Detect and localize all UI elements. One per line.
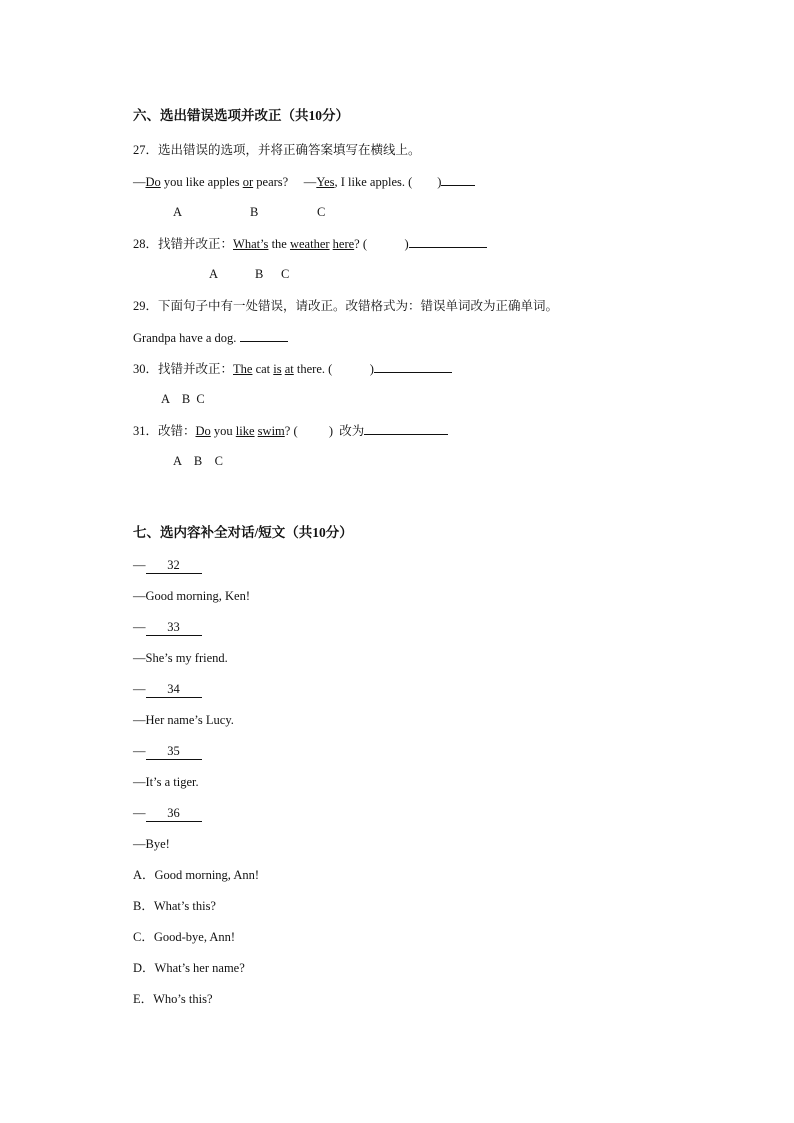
q27-option-a-word: Do	[145, 175, 161, 189]
dialog-text-line: —It’s a tiger.	[133, 775, 199, 789]
dialog-text-line: —Bye!	[133, 837, 170, 851]
q29-sentence	[133, 329, 288, 346]
dialog-blank-line	[133, 681, 202, 698]
dialog-blank-number[interactable]: 36	[146, 805, 202, 822]
q30-text-1: cat	[252, 362, 274, 376]
q31-option-a-word: Do	[195, 424, 211, 438]
q31-answer-blank[interactable]	[364, 422, 448, 435]
q31-option-labels: A B C	[173, 454, 224, 468]
q30-text-3: there. ( )	[293, 362, 374, 376]
option-item: B．What’s this?	[133, 899, 216, 913]
dialog-blank-number[interactable]: 33	[146, 619, 202, 636]
q27-label-c: C	[317, 205, 326, 219]
q29-answer-blank[interactable]	[240, 329, 288, 342]
q28-text-1: the	[268, 237, 290, 251]
q30-option-b-word: is	[273, 362, 282, 376]
dialog-blank-number[interactable]: 35	[146, 743, 202, 760]
q30-option-a-word: The	[233, 362, 253, 376]
q30-option-c-word: at	[284, 362, 294, 376]
q27-option-b-word: or	[242, 175, 254, 189]
q28-sentence	[133, 235, 487, 252]
dialog-dash: —	[133, 620, 146, 634]
q27-answer-blank[interactable]	[441, 173, 475, 186]
q28-option-a-word: What’s	[233, 237, 269, 251]
q31-text-1: you	[210, 424, 236, 438]
q27-prompt: 27．选出错误的选项，并将正确答案填写在横线上。	[133, 143, 421, 157]
q30-answer-blank[interactable]	[374, 360, 452, 373]
q31-option-b-word: like	[235, 424, 255, 438]
dialog-dash: —	[133, 558, 146, 572]
option-item: D．What’s her name?	[133, 961, 245, 975]
dialog-blank-number[interactable]: 34	[146, 681, 202, 698]
dialog-text-line: —Good morning, Ken!	[133, 589, 250, 603]
q27-text-2: pears? —	[253, 175, 317, 189]
q27-dash: —	[133, 175, 146, 189]
q31-option-c-word: swim	[257, 424, 285, 438]
q29-sentence-text: Grandpa have a dog.	[133, 331, 240, 345]
q29-prompt: 29．下面句子中有一处错误，请改正。改错格式为：错误单词改为正确单词。	[133, 299, 559, 313]
option-item: C．Good-bye, Ann!	[133, 930, 236, 944]
q30-sentence	[133, 360, 452, 377]
dialog-text-line: —Her name’s Lucy.	[133, 713, 234, 727]
dialog-text-line: —She’s my friend.	[133, 651, 228, 665]
q28-label-c: C	[281, 267, 290, 281]
q28-option-c-word: here	[332, 237, 355, 251]
q31-text-3: ? ( ) 改为	[284, 424, 365, 438]
q28-label-a: A	[209, 267, 219, 281]
dialog-dash: —	[133, 744, 146, 758]
q31-sentence	[133, 422, 448, 439]
option-item: A．Good morning, Ann!	[133, 868, 260, 882]
dialog-blank-line	[133, 557, 202, 574]
q27-sentence	[133, 173, 475, 190]
q27-option-c-word: Yes	[316, 175, 335, 189]
q28-option-b-word: weather	[289, 237, 330, 251]
q28-label-b: B	[255, 267, 264, 281]
dialog-dash: —	[133, 806, 146, 820]
option-item: E．Who’s this?	[133, 992, 213, 1006]
q27-label-b: B	[250, 205, 259, 219]
q28-answer-blank[interactable]	[409, 235, 487, 248]
dialog-blank-line	[133, 619, 202, 636]
section-7-heading: 七、选内容补全对话/短文（共10分）	[133, 525, 353, 540]
q27-text-1: you like apples	[160, 175, 243, 189]
q28-label: 28．找错并改正：	[133, 237, 234, 251]
dialog-dash: —	[133, 682, 146, 696]
q27-text-3: , I like apples. ( )	[334, 175, 442, 189]
section-6-heading: 六、选出错误选项并改正（共10分）	[133, 108, 349, 123]
q31-label: 31．改错：	[133, 424, 196, 438]
q27-label-a: A	[173, 205, 183, 219]
q30-option-labels: A B C	[161, 392, 205, 406]
q30-label: 30．找错并改正：	[133, 362, 234, 376]
dialog-blank-line	[133, 805, 202, 822]
dialog-blank-line	[133, 743, 202, 760]
dialog-blank-number[interactable]: 32	[146, 557, 202, 574]
q28-text-3: ? ( )	[354, 237, 409, 251]
